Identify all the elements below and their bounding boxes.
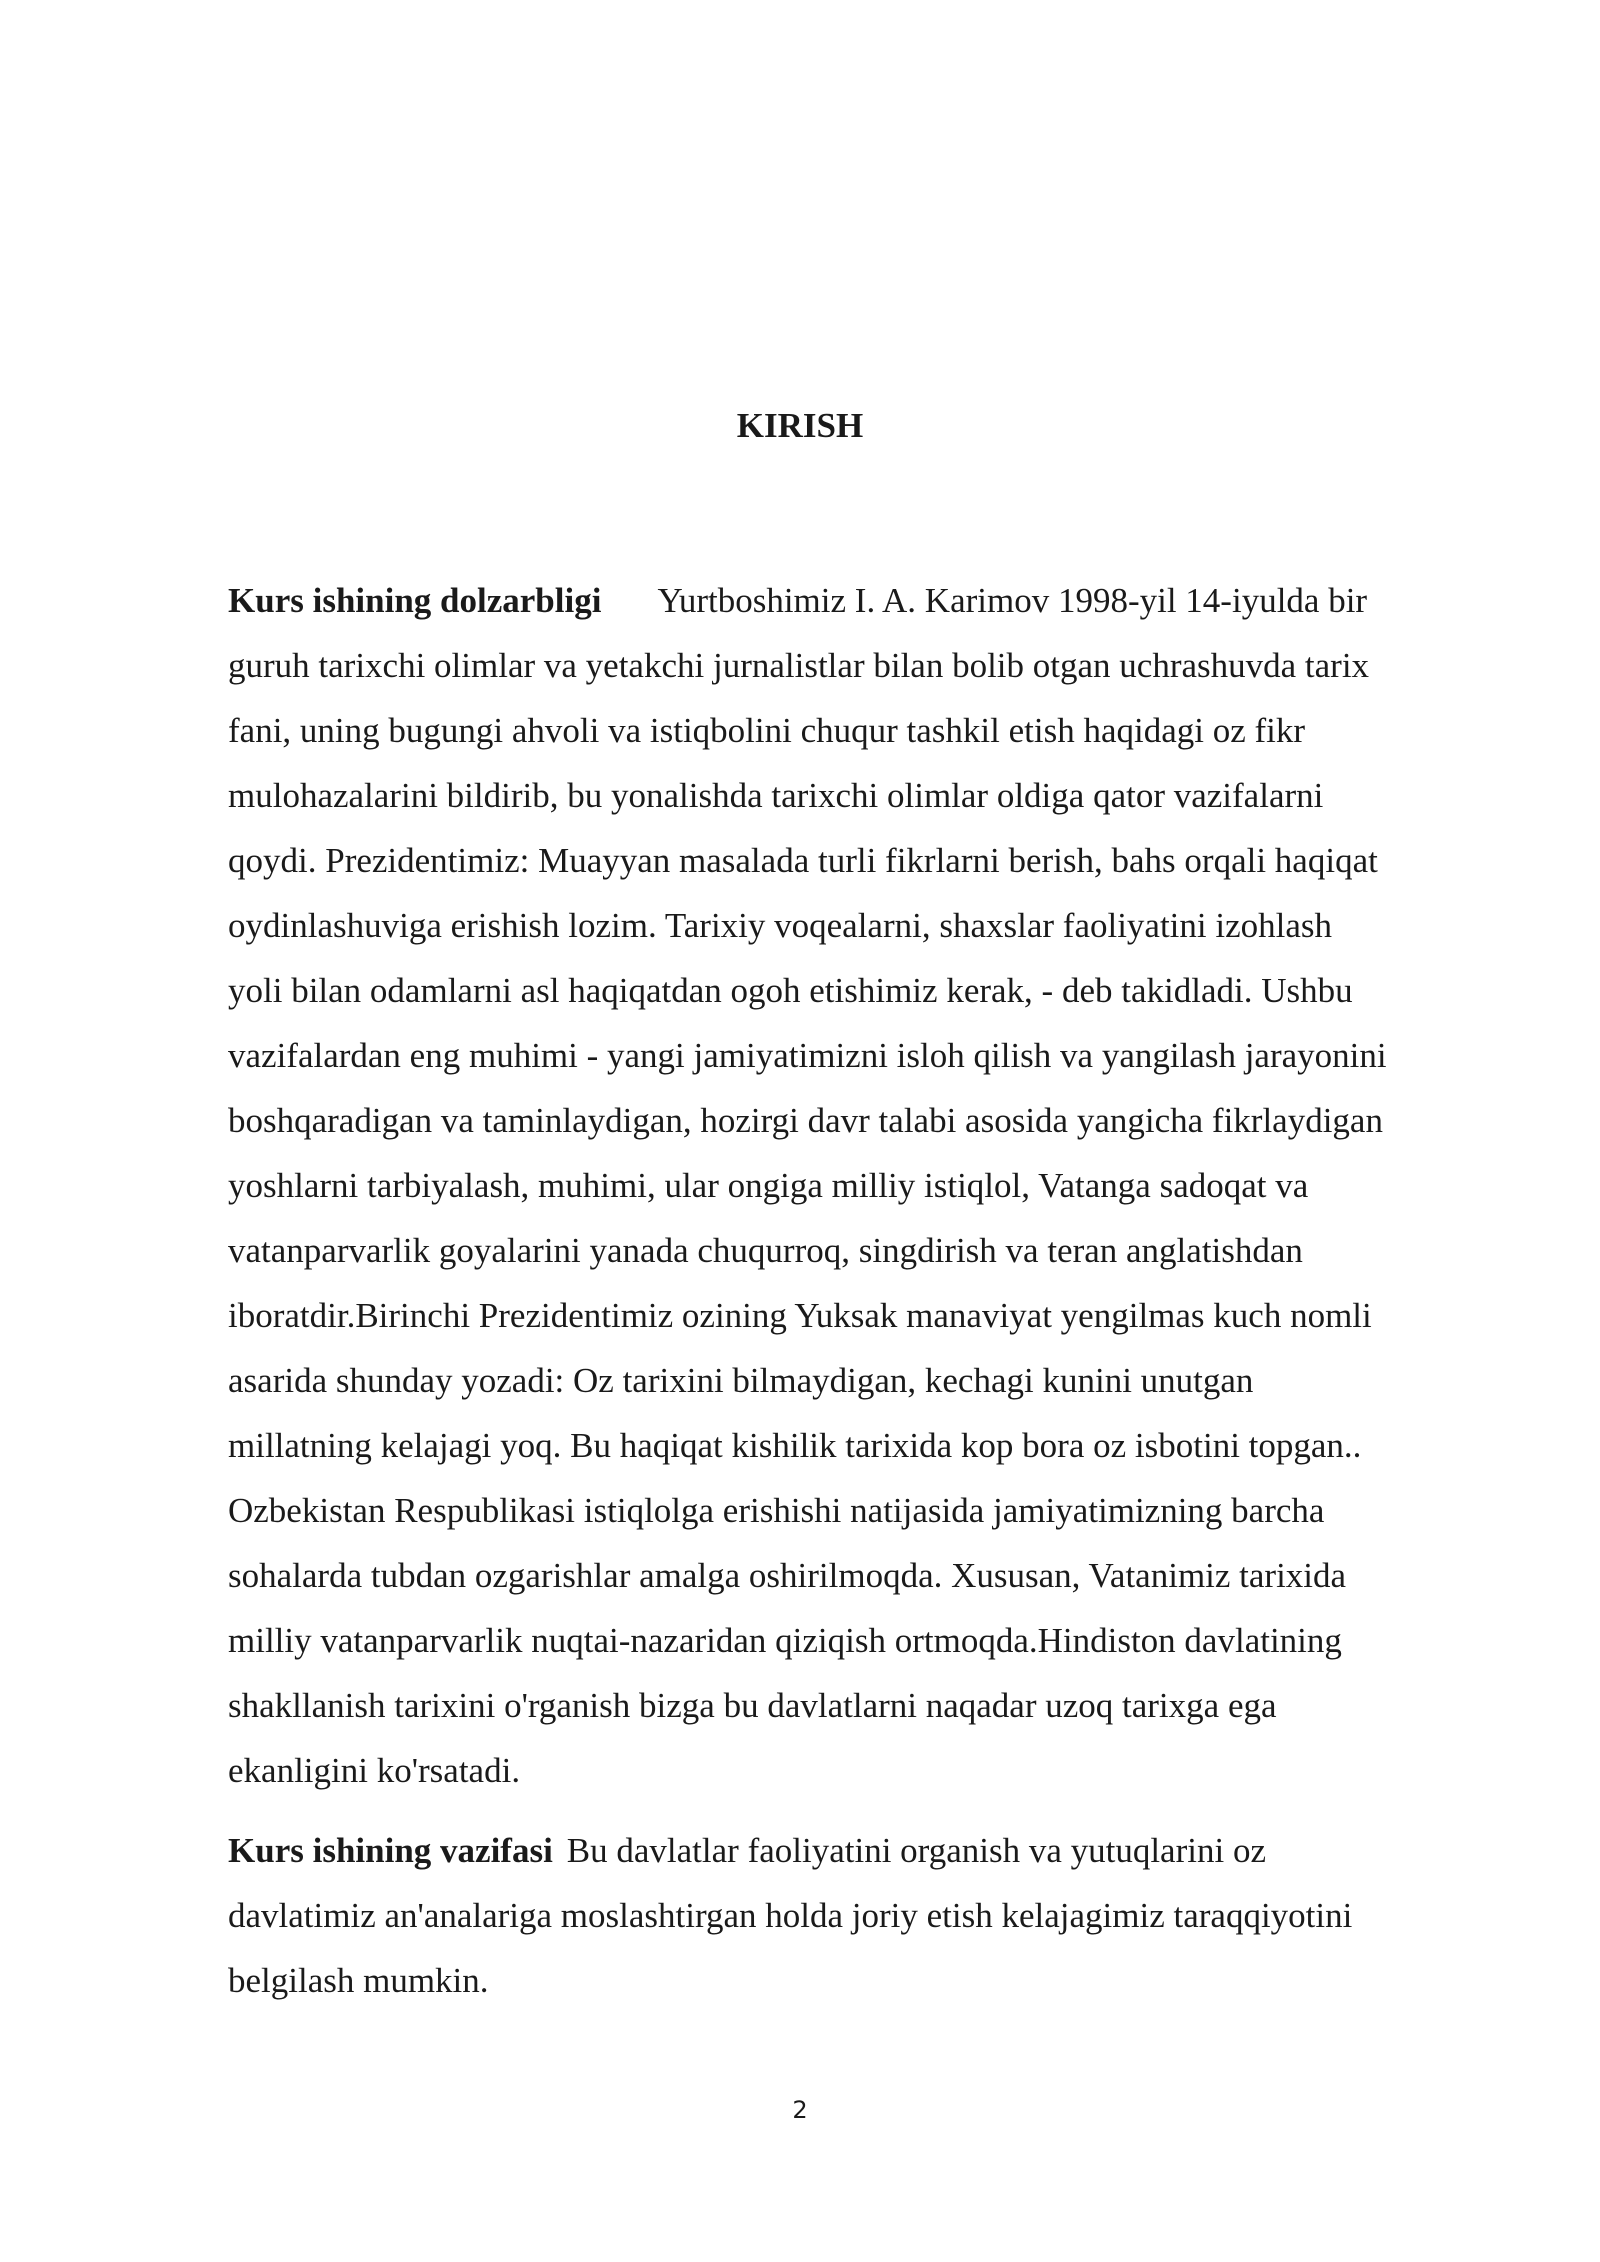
paragraph-line: mulohazalarini bildirib, bu yonalishda tarixchi olimlar oldiga qator vazifalarni [228,776,1324,815]
line-text: Yurtboshimiz I. A. Karimov 1998-yil 14-iyulda bir [657,581,1368,620]
paragraph-line: guruh tarixchi olimlar va yetakchi jurnalistlar bilan bolib otgan uchrashuvda tarix [228,646,1370,685]
paragraph-line: millatning kelajagi yoq. Bu haqiqat kishilik tarixida kop bora oz isbotini topgan.. [228,1426,1362,1465]
paragraph-line: iboratdir.Birinchi Prezidentimiz ozining Yuksak manaviyat yengilmas kuch nomli [228,1296,1372,1335]
page-number: 2 [792,2096,808,2124]
paragraph-line [228,568,1478,633]
paragraph-line: davlatimiz an'analariga moslashtirgan holda joriy etish kelajagimiz taraqqiyotini [228,1896,1353,1935]
paragraph-line [228,1818,1478,1883]
page-title: KIRISH [736,406,864,445]
paragraph-line: milliy vatanparvarlik nuqtai-nazaridan qiziqish ortmoqda.Hindiston davlatining [228,1621,1342,1660]
paragraph-line: vatanparvarlik goyalarini yanada chuqurroq, singdirish va teran anglatishdan [228,1231,1303,1270]
paragraph-line: fani, uning bugungi ahvoli va istiqbolini chuqur tashkil etish haqidagi oz fikr [228,711,1306,750]
paragraph-line: qoydi. Prezidentimiz: Muayyan masalada turli fikrlarni berish, bahs orqali haqiqat [228,841,1378,880]
paragraph-line: asarida shunday yozadi: Oz tarixini bilmaydigan, kechagi kunini unutgan [228,1361,1254,1400]
paragraph-line: oydinlashuviga erishish lozim. Tarixiy voqealarni, shaxslar faoliyatini izohlash [228,906,1333,945]
paragraph-line: yoshlarni tarbiyalash, muhimi, ular ongiga milliy istiqlol, Vatanga sadoqat va [228,1166,1309,1205]
paragraph-line: vazifalardan eng muhimi - yangi jamiyatimizni isloh qilish va yangilash jarayonini [228,1036,1387,1075]
paragraph-line: yoli bilan odamlarni asl haqiqatdan ogoh etishimiz kerak, - deb takidladi. Ushbu [228,971,1353,1010]
paragraph-relevance [228,568,1478,1803]
paragraph-line: ekanligini ko'rsatadi. [228,1751,521,1790]
section-heading-relevance: Kurs ishining dolzarbligi [228,581,602,620]
paragraph-line: boshqaradigan va taminlaydigan, hozirgi davr talabi asosida yangicha fikrlaydigan [228,1101,1383,1140]
paragraph-line: sohalarda tubdan ozgarishlar amalga oshirilmoqda. Xususan, Vatanimiz tarixida [228,1556,1347,1595]
line-text: Bu davlatlar faoliyatini organish va yutuqlarini oz [566,1831,1266,1870]
section-heading-task: Kurs ishining vazifasi [228,1831,553,1870]
paragraph-line: belgilash mumkin. [228,1961,489,2000]
paragraph-line: Ozbekistan Respublikasi istiqlolga erishishi natijasida jamiyatimizning barcha [228,1491,1325,1530]
paragraph-line: shakllanish tarixini o'rganish bizga bu davlatlarni naqadar uzoq tarixga ega [228,1686,1277,1725]
paragraph-task [228,1818,1478,2013]
